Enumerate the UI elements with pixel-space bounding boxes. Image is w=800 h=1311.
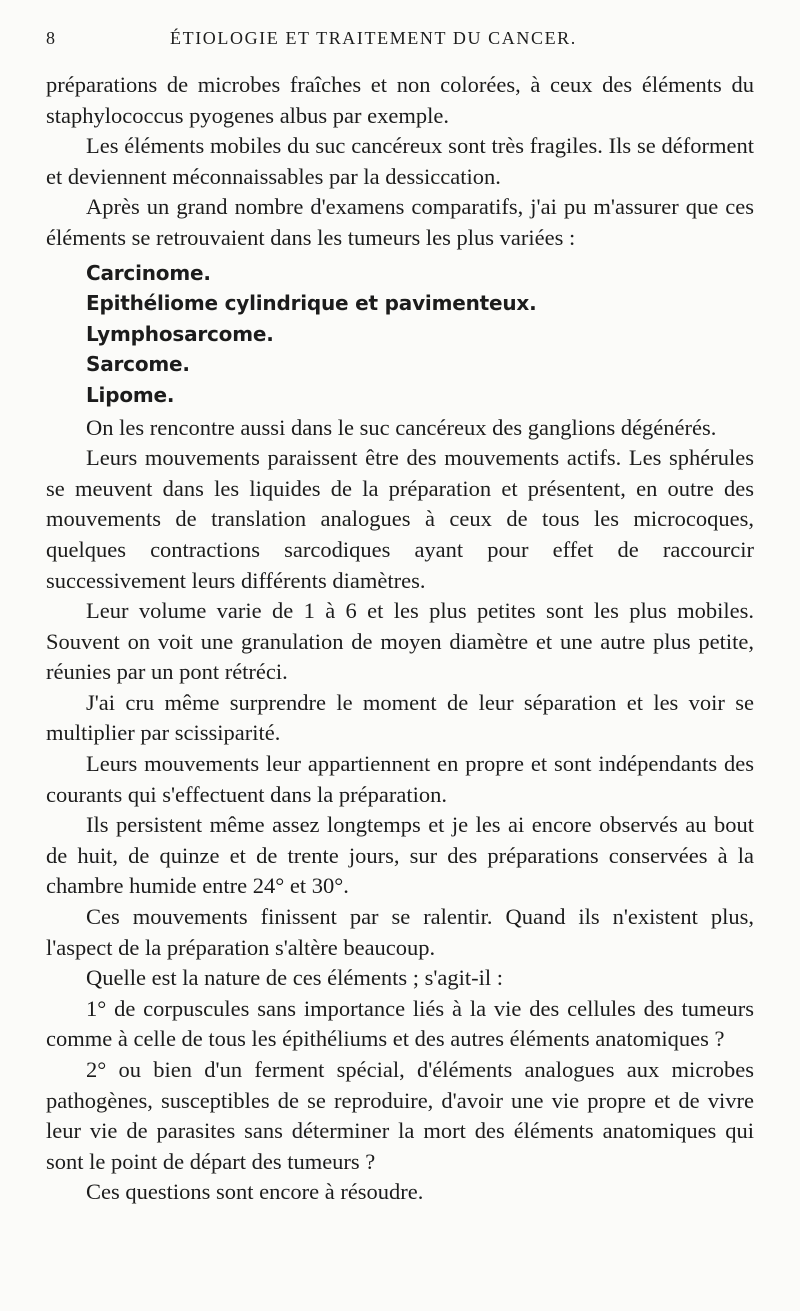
paragraph: Ces questions sont encore à résoudre. [86, 1179, 424, 1205]
tumor-list [46, 258, 754, 411]
list-item: Sarcome. [86, 352, 190, 377]
paragraph: Les éléments mobiles du suc cancéreux sont très fragiles. Ils se déforment et deviennent méconnaissables par la dessiccation. [46, 133, 754, 189]
body-text [46, 70, 754, 1208]
paragraph: préparations de microbes fraîches et non colorées, à ceux des éléments du staphylococcus pyogenes albus par exemple. [46, 72, 754, 128]
page-number: 8 [46, 28, 57, 48]
paragraph: 1° de corpuscules sans importance liés à la vie des cellules des tumeurs comme à celle de tous les épithéliums et des autres éléments anatomiques ? [46, 995, 754, 1052]
paragraph: Leurs mouvements paraissent être des mouvements actifs. Les sphérules se meuvent dans les liquides de la préparation et présentent, en outre des mouvements de translation analogues à ceux de tous les microcoques, quelques contractions sarcodiques ayant pour effet de raccourcir successivement leurs différents diamètres. [46, 445, 754, 593]
list-item: Lymphosarcome. [86, 321, 274, 346]
list-item: Epithéliome cylindrique et pavimenteux. [86, 291, 537, 316]
paragraph: Quelle est la nature de ces éléments ; s'agit-il : [86, 965, 504, 991]
paragraph: Après un grand nombre d'examens comparatifs, j'ai pu m'assurer que ces éléments se retrouvaient dans les tumeurs les plus variées : [46, 194, 754, 250]
paragraph: J'ai cru même surprendre le moment de leur séparation et les voir se multiplier par scissiparité. [46, 689, 754, 746]
paragraph: Ces mouvements finissent par se ralentir. Quand ils n'existent plus, l'aspect de la préparation s'altère beaucoup. [46, 904, 754, 960]
paragraph: 2° ou bien d'un ferment spécial, d'éléments analogues aux microbes pathogènes, susceptibles de se reproduire, d'avoir une vie propre et de vivre leur vie de parasites sans déterminer la mort des éléments anatomiques qui sont le point de départ des tumeurs ? [46, 1057, 754, 1174]
paragraph: On les rencontre aussi dans le suc cancéreux des ganglions dégénérés. [86, 414, 717, 440]
paragraph: Ils persistent même assez longtemps et je les ai encore observés au bout de huit, de quinze et de trente jours, sur des préparations conservées à la chambre humide entre 24° et 30°. [46, 812, 754, 899]
list-item: Lipome. [86, 382, 175, 407]
running-head [46, 28, 754, 58]
paragraph: Leurs mouvements leur appartiennent en propre et sont indépendants des courants qui s'effectuent dans la préparation. [46, 751, 754, 807]
running-title: ÉTIOLOGIE ET TRAITEMENT DU CANCER. [170, 28, 577, 48]
paragraph: Leur volume varie de 1 à 6 et les plus petites sont les plus mobiles. Souvent on voit une granulation de moyen diamètre et une autre plus petite, réunies par un pont rétréci. [46, 598, 754, 685]
list-item: Carcinome. [86, 260, 211, 285]
